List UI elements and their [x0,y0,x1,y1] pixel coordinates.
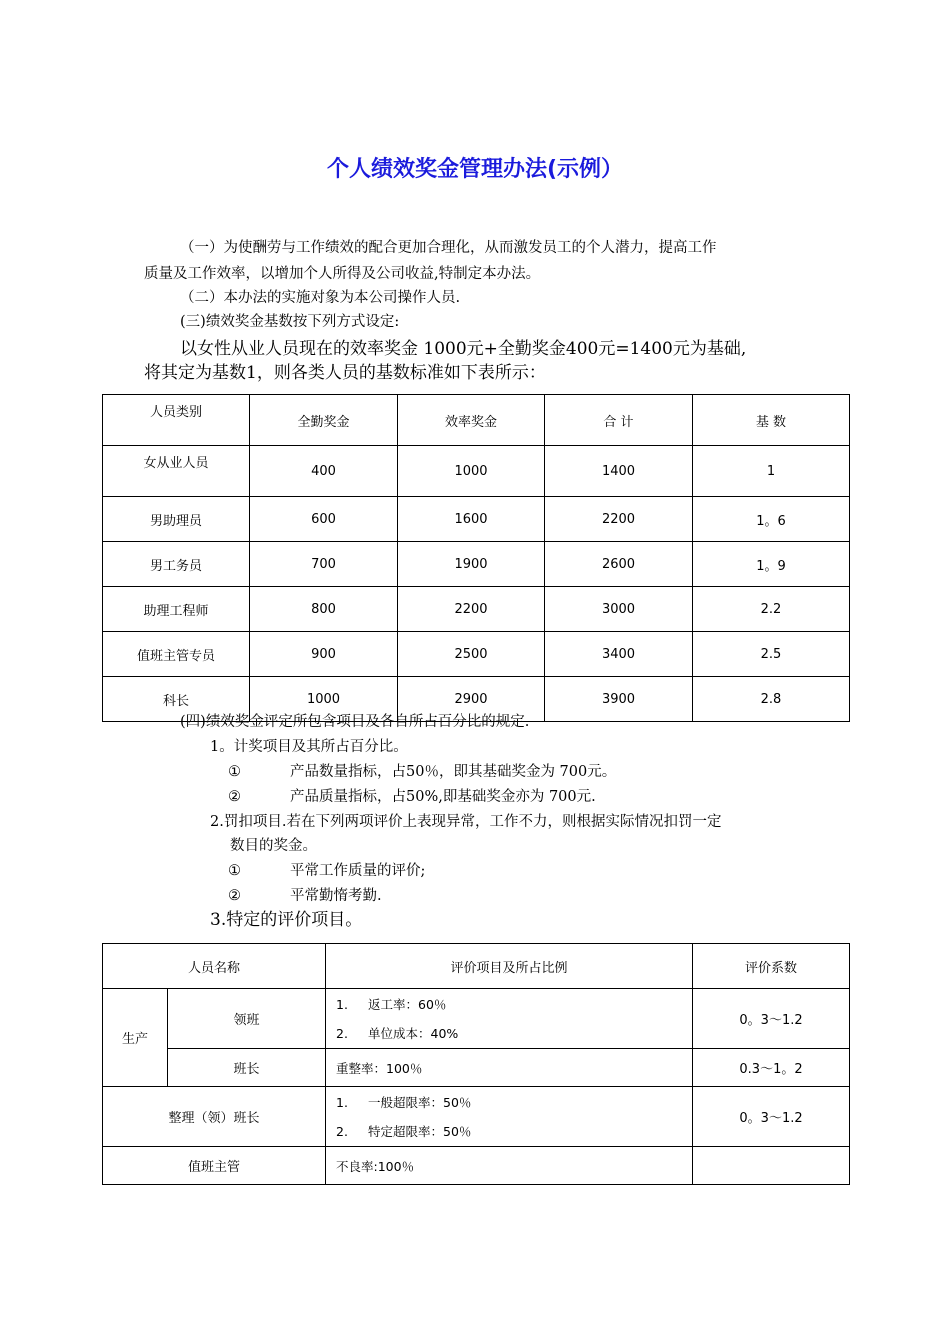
eval-items-cell [326,989,693,1049]
table-cell: 800 [250,587,398,632]
col-header: 人员类别 [103,395,250,446]
eval-items-cell [326,1087,693,1147]
group-cell: 生产 [103,989,168,1087]
col-header: 人员名称 [103,944,326,989]
page-title: 个人绩效奖金管理办法(示例） [326,157,624,182]
list-item: 2. 单位成本：40% [336,1025,459,1041]
table-cell: 班长 [168,1049,326,1087]
table-cell: 1000 [250,677,398,722]
table-cell: 0。3～1.2 [693,989,850,1049]
section4-heading: (四)绩效奖金评定所包含项目及各自所占百分比的规定. [180,714,530,730]
table-row [103,1147,850,1185]
table-row [103,587,850,632]
table-header-row [103,944,850,989]
table-cell: 1400 [545,446,693,497]
item1: 1。计奖项目及其所占百分比。 [210,739,408,755]
table-cell: 1。6 [693,497,850,542]
table-cell: 整理（领）班长 [103,1087,326,1147]
table-cell: 重整率：100％ [326,1049,693,1087]
table-cell: 1600 [398,497,545,542]
item2-line1: 2.罚扣项目.若在下列两项评价上表现异常，工作不力，则根据实际情况扣罚一定 [210,814,722,830]
col-header: 效率奖金 [398,395,545,446]
para1-line1: （一）为使酬劳与工作绩效的配合更加合理化，从而激发员工的个人潜力，提高工作 [180,240,717,256]
item2-line2: 数目的奖金。 [230,838,317,854]
table-cell: 科长 [103,677,250,722]
col-header: 全勤奖金 [250,395,398,446]
table-row [103,1087,850,1147]
table-cell: 1000 [398,446,545,497]
para4-line1: 以女性从业人员现在的效率奖金 1000元+全勤奖金400元=1400元为基础, [180,339,747,359]
item3: 3.特定的评价项目。 [210,910,363,930]
table-cell: 0.3～1。2 [693,1049,850,1087]
item2-sub1-mark: ① [228,863,241,879]
para4-line2: 将其定为基数1，则各类人员的基数标准如下表所示： [144,363,546,383]
table-cell: 400 [250,446,398,497]
table-row [103,632,850,677]
col-header: 评价项目及所占比例 [326,944,693,989]
table-cell: 2200 [545,497,693,542]
table-cell: 3900 [545,677,693,722]
table-cell [693,1147,850,1185]
list-item: 1. 返工率：60％ [336,996,447,1012]
table-cell: 2.8 [693,677,850,722]
table-cell: 600 [250,497,398,542]
col-header: 基 数 [693,395,850,446]
para1-line2: 质量及工作效率，以增加个人所得及公司收益,特制定本办法。 [144,266,541,282]
item1-sub1: 产品数量指标，占50％，即其基础奖金为 700元。 [290,764,617,780]
item2-sub2: 平常勤惰考勤. [290,888,382,904]
para2: （二）本办法的实施对象为本公司操作人员. [180,290,461,306]
item1-sub2-mark: ② [228,789,241,805]
table-row [103,542,850,587]
table-cell: 男工务员 [103,542,250,587]
list-item: 1. 一般超限率：50％ [336,1094,472,1110]
table-cell: 值班主管 [103,1147,326,1185]
table-cell: 3400 [545,632,693,677]
table-row [103,497,850,542]
table-cell: 不良率:100％ [326,1147,693,1185]
col-header: 评价系数 [693,944,850,989]
table-cell: 领班 [168,989,326,1049]
table-cell: 0。3～1.2 [693,1087,850,1147]
table-cell: 2.5 [693,632,850,677]
table-row [103,446,850,497]
table-cell: 1 [693,446,850,497]
table-cell: 值班主管专员 [103,632,250,677]
table-row [103,1049,850,1087]
item1-sub2: 产品质量指标，占50%,即基础奖金亦为 700元. [290,789,596,805]
table-cell: 1。9 [693,542,850,587]
list-item: 2. 特定超限率：50％ [336,1123,472,1139]
table-cell: 助理工程师 [103,587,250,632]
table-cell: 2900 [398,677,545,722]
table-cell: 2600 [545,542,693,587]
col-header: 合 计 [545,395,693,446]
table-cell: 3000 [545,587,693,632]
para3: (三)绩效奖金基数按下列方式设定: [180,314,400,330]
item2-sub2-mark: ② [228,888,241,904]
table-cell: 女从业人员 [103,446,250,497]
table-cell: 900 [250,632,398,677]
base-table [102,394,850,722]
table-cell: 1900 [398,542,545,587]
table-cell: 2200 [398,587,545,632]
table-row [103,989,850,1049]
table-cell: 男助理员 [103,497,250,542]
table-header-row [103,395,850,446]
table-cell: 700 [250,542,398,587]
table-cell: 2.2 [693,587,850,632]
item2-sub1: 平常工作质量的评价; [290,863,426,879]
evaluation-table [102,943,850,1185]
table-cell: 2500 [398,632,545,677]
item1-sub1-mark: ① [228,764,241,780]
